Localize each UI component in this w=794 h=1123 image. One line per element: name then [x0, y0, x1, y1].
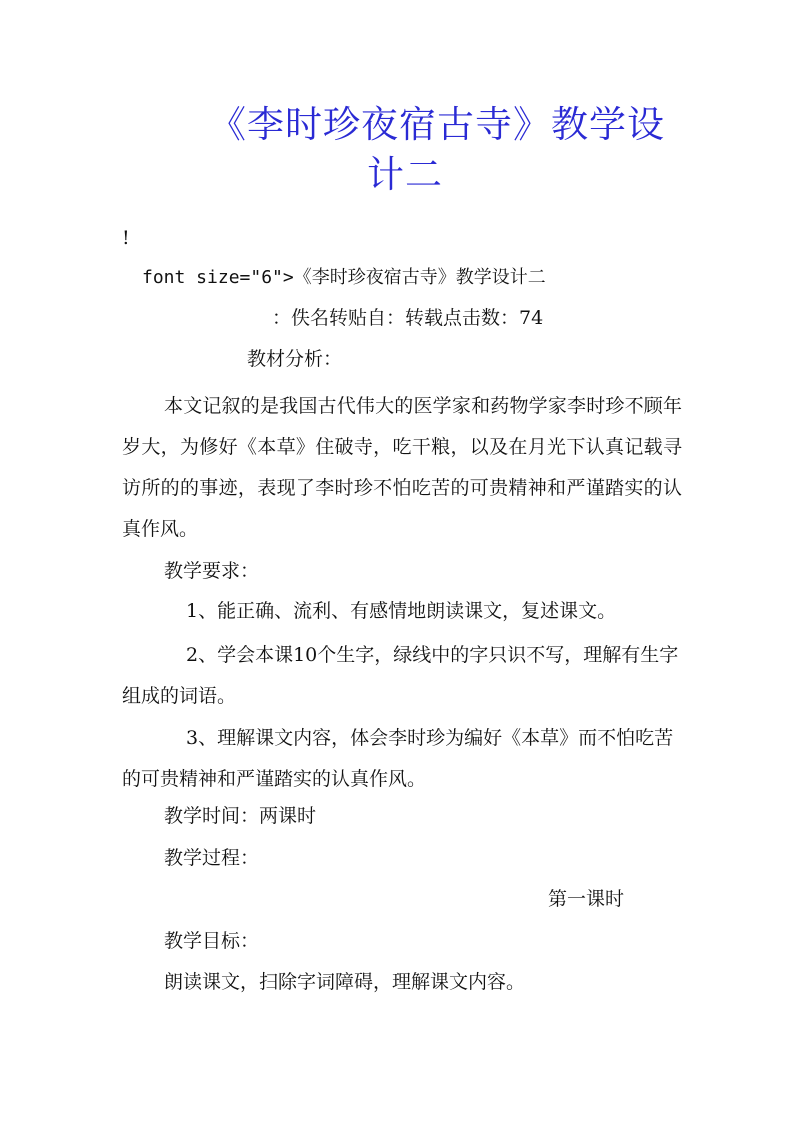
requirement-item-1: 1、能正确、流利、有感情地朗读课文，复述课文。 [186, 600, 617, 622]
stray-exclamation: ! [122, 227, 130, 249]
page-title-line-2: 计二 [367, 153, 443, 196]
analysis-paragraph: 本文记叙的是我国古代伟大的医学家和药物学家李时珍不顾年岁大，为修好《本草》住破寺，吃干粮，以及在月光下认真记载寻访所的的事迹，表现了李时珍不怕吃苦的可贵精神和严谨踏实的认真作风。 [122, 395, 682, 540]
analysis-heading: 教材分析： [247, 348, 343, 370]
requirement-item-2: 2、学会本课10个生字，绿线中的字只识不写，理解有生字组成的词语。 [122, 644, 679, 707]
teaching-time: 教学时间：两课时 [164, 805, 317, 827]
author-line: ：佚名转贴自：转载点击数：74 [272, 307, 544, 329]
lesson-heading: 第一课时 [548, 888, 625, 910]
requirements-heading: 教学要求： [164, 560, 260, 582]
goal-text: 朗读课文，扫除字词障碍，理解课文内容。 [164, 971, 526, 993]
requirement-item-3: 3、理解课文内容，体会李时珍为编好《本草》而不怕吃苦的可贵精神和严谨踏实的认真作风。 [122, 727, 674, 790]
process-heading: 教学过程： [164, 847, 260, 869]
page-title-line-1: 《李时珍夜宿古寺》教学设 [209, 103, 665, 146]
font-tag-line: font size="6">《李时珍夜宿古寺》教学设计二 [142, 267, 546, 288]
goal-heading: 教学目标： [164, 930, 260, 952]
